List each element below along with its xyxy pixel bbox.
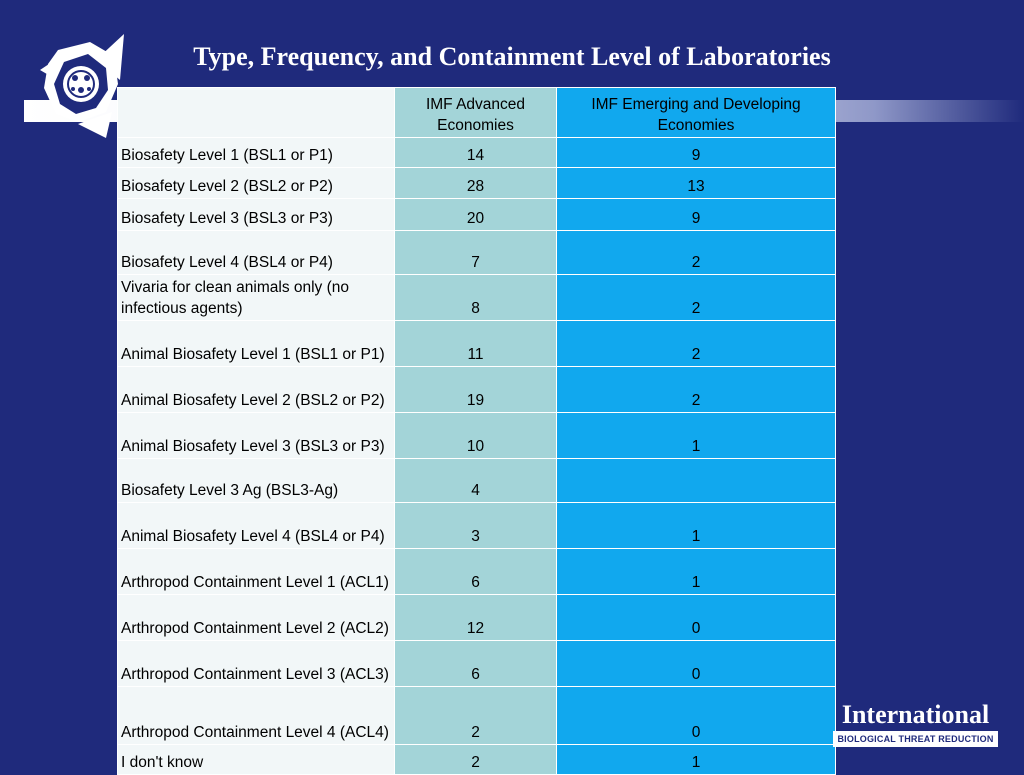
- advanced-value: 19: [395, 367, 557, 413]
- emerging-value: [557, 459, 836, 503]
- row-label: Animal Biosafety Level 3 (BSL3 or P3): [118, 413, 395, 459]
- emerging-value: 1: [557, 413, 836, 459]
- table-row: [118, 595, 836, 641]
- emerging-value: 2: [557, 275, 836, 321]
- laboratories-table: [117, 87, 836, 775]
- table-row: [118, 138, 836, 168]
- advanced-value: 2: [395, 687, 557, 745]
- emerging-value: 2: [557, 231, 836, 275]
- advanced-value: 10: [395, 413, 557, 459]
- emerging-value: 2: [557, 367, 836, 413]
- row-label: Biosafety Level 3 Ag (BSL3-Ag): [118, 459, 395, 503]
- row-label: Animal Biosafety Level 1 (BSL1 or P1): [118, 321, 395, 367]
- emerging-value: 9: [557, 199, 836, 231]
- table-header-row: [118, 88, 836, 138]
- row-label: Animal Biosafety Level 4 (BSL4 or P4): [118, 503, 395, 549]
- table-row: [118, 641, 836, 687]
- row-label: Arthropod Containment Level 2 (ACL2): [118, 595, 395, 641]
- advanced-value: 8: [395, 275, 557, 321]
- table-row: [118, 549, 836, 595]
- advanced-value: 6: [395, 641, 557, 687]
- emerging-value: 2: [557, 321, 836, 367]
- emerging-value: 0: [557, 641, 836, 687]
- row-label: Arthropod Containment Level 4 (ACL4): [118, 687, 395, 745]
- table-row: [118, 367, 836, 413]
- row-label: I don't know: [118, 745, 395, 775]
- table-row: [118, 745, 836, 775]
- table-row: [118, 503, 836, 549]
- emerging-value: 1: [557, 745, 836, 775]
- header-emerging-economies: IMF Emerging and Developing Economies: [557, 88, 836, 138]
- table-row: [118, 413, 836, 459]
- row-label: Vivaria for clean animals only (no infectious agents): [118, 275, 395, 321]
- row-label: Biosafety Level 1 (BSL1 or P1): [118, 138, 395, 168]
- table-row: [118, 459, 836, 503]
- row-label: Biosafety Level 2 (BSL2 or P2): [118, 168, 395, 199]
- advanced-value: 3: [395, 503, 557, 549]
- brand-name: International: [841, 700, 990, 729]
- advanced-value: 4: [395, 459, 557, 503]
- emerging-value: 1: [557, 503, 836, 549]
- row-label: Arthropod Containment Level 1 (ACL1): [118, 549, 395, 595]
- emerging-value: 13: [557, 168, 836, 199]
- emerging-value: 0: [557, 687, 836, 745]
- header-advanced-economies: IMF Advanced Economies: [395, 88, 557, 138]
- emerging-value: 0: [557, 595, 836, 641]
- brand-tagline: BIOLOGICAL THREAT REDUCTION: [833, 731, 998, 747]
- table-row: [118, 321, 836, 367]
- table-row: [118, 168, 836, 199]
- table-row: [118, 231, 836, 275]
- emerging-value: 1: [557, 549, 836, 595]
- slide-title: Type, Frequency, and Containment Level of Laboratories: [193, 42, 831, 71]
- advanced-value: 2: [395, 745, 557, 775]
- advanced-value: 6: [395, 549, 557, 595]
- row-label: Biosafety Level 4 (BSL4 or P4): [118, 231, 395, 275]
- row-label: Arthropod Containment Level 3 (ACL3): [118, 641, 395, 687]
- row-label: Biosafety Level 3 (BSL3 or P3): [118, 199, 395, 231]
- advanced-value: 7: [395, 231, 557, 275]
- laboratories-table-container: [117, 87, 836, 775]
- table-row: [118, 199, 836, 231]
- advanced-value: 20: [395, 199, 557, 231]
- advanced-value: 11: [395, 321, 557, 367]
- advanced-value: 12: [395, 595, 557, 641]
- advanced-value: 14: [395, 138, 557, 168]
- row-label: Animal Biosafety Level 2 (BSL2 or P2): [118, 367, 395, 413]
- advanced-value: 28: [395, 168, 557, 199]
- emerging-value: 9: [557, 138, 836, 168]
- header-blank-cell: [118, 88, 395, 138]
- table-row: [118, 275, 836, 321]
- brand-logo: [833, 700, 998, 747]
- table-row: [118, 687, 836, 745]
